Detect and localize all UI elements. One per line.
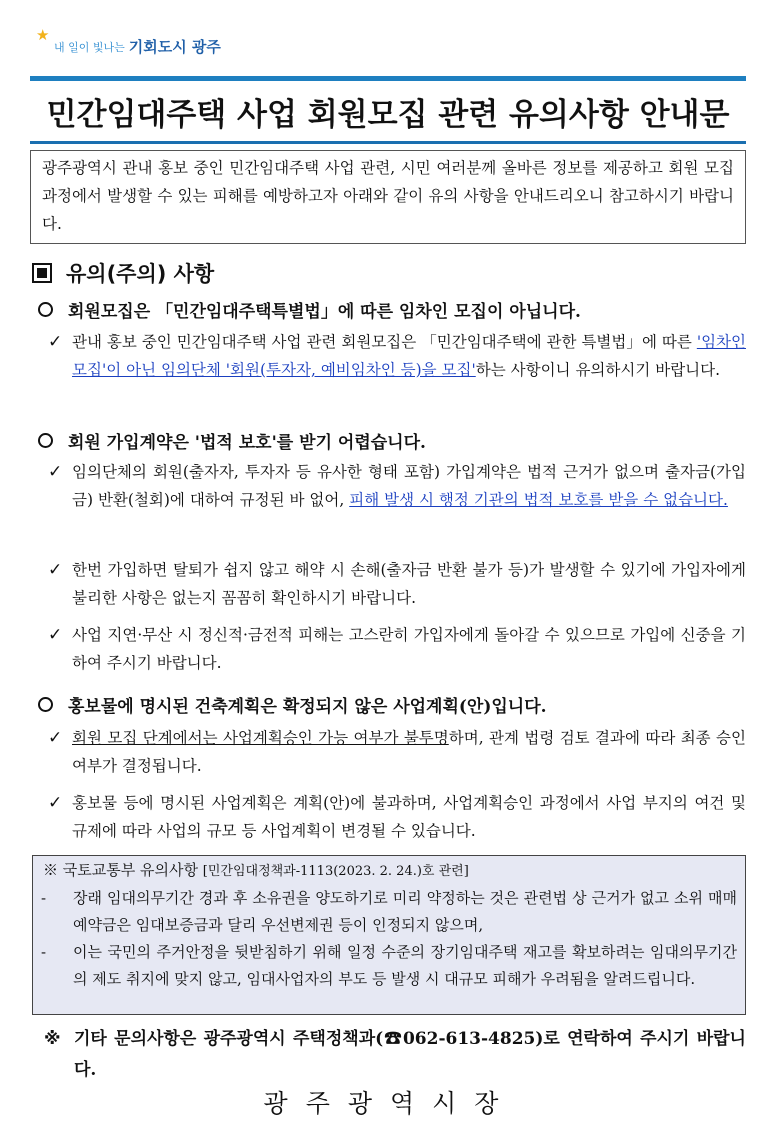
notice-marker: ※	[43, 861, 59, 879]
notice-title: 국토교통부 유의사항	[62, 861, 198, 879]
contact-text: )로 연락하여 주시기 바랍니다.	[74, 1029, 746, 1080]
contact-marker: ※	[44, 1029, 61, 1049]
contact-phone: 062-613-4825	[402, 1029, 536, 1049]
title-bottom-rule	[30, 141, 746, 144]
notice-reference: [민간임대정책과-1113(2023. 2. 24.)호 관련]	[202, 864, 469, 879]
check-icon: ✓	[48, 625, 63, 645]
city-logo	[30, 26, 221, 56]
check-icon: ✓	[48, 793, 63, 813]
intro-box: 광주광역시 관내 홍보 중인 민간임대주택 사업 관련, 시민 여러분께 올바른 정보를 제공하고 회원 모집 과정에서 발생할 수 있는 피해를 예방하고자 아래와 같이 유의 사항을 안내드리오니 참고하시기 바랍니다.	[30, 150, 746, 244]
notice-line-2-text: 이는 국민의 주거안정을 뒷받침하기 위해 일정 수준의 장기임대주택 재고를 확보하려는 임대의무기간의 제도 취지에 맞지 않고, 임대사업자의 부도 등 발생 시 대규모 피해가 우려됨을 알려드립니다.	[73, 943, 737, 988]
check-icon: ✓	[48, 332, 63, 352]
circle-bullet-icon	[38, 697, 53, 712]
point-3-heading	[38, 692, 547, 717]
section-title: 유의(주의) 사항	[66, 262, 215, 286]
dash-marker: -	[41, 889, 47, 907]
check-icon: ✓	[48, 560, 63, 580]
issuer-signature: 광주광역시장	[263, 1089, 517, 1118]
dash-marker: -	[41, 943, 47, 961]
item-text: 하는 사항이니 유의하시기 바랍니다.	[475, 361, 721, 379]
star-logo-icon: ★	[36, 26, 50, 44]
item-text: 하며, 관계 법령 검토 결과에 따라 최종 승인 여부가 결정됩니다.	[72, 729, 746, 775]
section-heading	[32, 258, 214, 288]
check-icon: ✓	[48, 462, 63, 482]
contact-text: 기타 문의사항은 광주광역시 주택정책과(	[74, 1029, 384, 1049]
document-title: 민간임대주택 사업 회원모집 관련 유의사항 안내문	[46, 96, 730, 133]
item-text: 관내 홍보 중인 민간임대주택 사업 관련 회원모집은 「민간임대주택에 관한 특별법」에 따른	[72, 333, 697, 351]
item-emphasis: 피해 발생 시 행정 기관의 법적 보호를 받을 수 없습니다.	[349, 491, 728, 509]
molit-notice-box	[32, 855, 746, 1015]
item-text: 한번 가입하면 탈퇴가 쉽지 않고 해약 시 손해(출자금 반환 불가 등)가 발생할 수 있기에 가입자에게 불리한 사항은 없는지 꼼꼼히 확인하시기 바랍니다.	[72, 561, 746, 607]
item-text: 홍보물 등에 명시된 사업계획은 계획(안)에 불과하며, 사업계획승인 과정에서 사업 부지의 여건 및 규제에 따라 사업의 규모 등 사업계획이 변경될 수 있습니다.	[72, 794, 746, 840]
point-2-heading-text: 회원 가입계약은 '법적 보호'를 받기 어렵습니다.	[68, 433, 426, 453]
point-3-heading-text: 홍보물에 명시된 건축계획은 확정되지 않은 사업계획(안)입니다.	[68, 697, 547, 717]
square-bullet-icon	[32, 263, 52, 283]
circle-bullet-icon	[38, 302, 53, 317]
point-1-heading-text: 회원모집은 「민간임대주택특별법」에 따른 임차인 모집이 아닙니다.	[68, 302, 581, 322]
point-2-heading	[38, 428, 426, 453]
logo-city: 기회도시 광주	[128, 38, 221, 56]
item-text: 사업 지연·무산 시 정신적·금전적 피해는 고스란히 가입자에게 돌아갈 수 있으므로 가입에 신중을 기하여 주시기 바랍니다.	[72, 626, 746, 672]
point-1-heading	[38, 297, 581, 322]
item-emphasis: 회원 모집 단계에서는 사업계획승인 가능 여부가 불투명	[72, 729, 449, 747]
check-icon: ✓	[48, 728, 63, 748]
logo-slogan: 내 일이 빛나는	[54, 41, 125, 54]
item-text: 임의단체의 회원(출자자, 투자자 등 유사한 형태 포함) 가입계약은 법적 근거가 없으며 출자금(가입금) 반환(철회)에 대하여 규정된 바 없어,	[72, 463, 746, 509]
circle-bullet-icon	[38, 433, 53, 448]
notice-header	[43, 857, 469, 885]
title-top-rule	[30, 76, 746, 81]
phone-icon: ☎	[383, 1029, 403, 1049]
notice-line-1-text: 장래 임대의무기간 경과 후 소유권을 양도하기로 미리 약정하는 것은 관련법 상 근거가 없고 소위 매매예약금은 임대보증금과 달리 우선변제권 등이 인정되지 않으며,	[73, 889, 737, 934]
item-emphasis: '임차인 모집'이 아닌 임의단체 '회원(투자자, 예비임차인 등)을 모집'	[72, 333, 746, 379]
